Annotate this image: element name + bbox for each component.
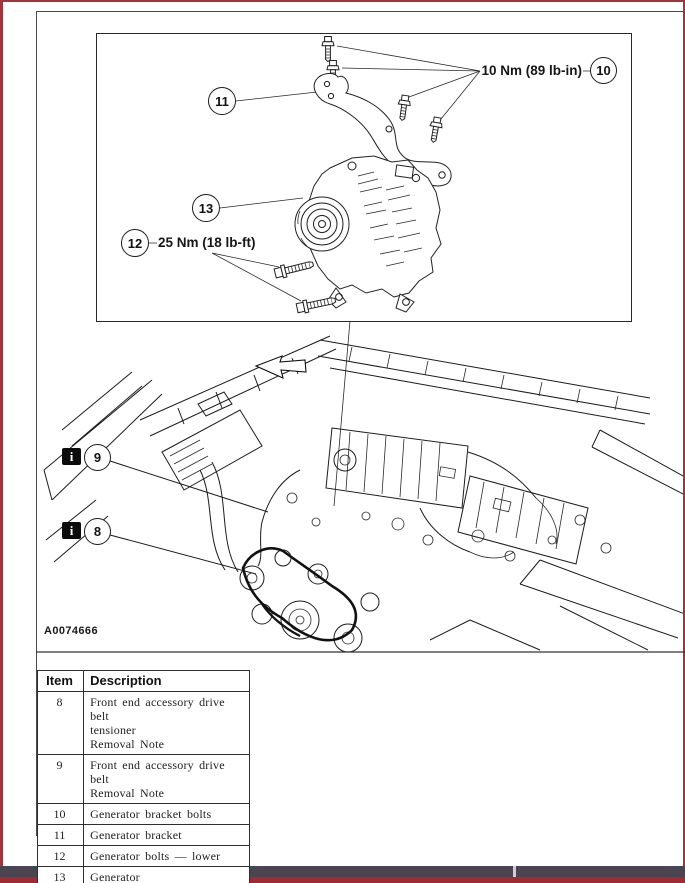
description-line: Removal Note [90,786,165,800]
item-description [84,825,250,846]
table-header-row [38,671,250,692]
table-row [38,825,250,846]
item-description [84,867,250,883]
info-icon: i [62,448,81,465]
callout-9-drive-belt: 9 [84,444,111,471]
table-row [38,867,250,883]
torque-label-upper: 10 Nm (89 lb-in) [481,63,582,78]
item-number: 13 [38,867,84,883]
engine-bay-illustration [44,336,685,652]
description-line: Removal Note [90,737,165,751]
figure-leader-line [334,321,350,506]
exploded-view-art [149,37,590,315]
description-line: Front end accessory drive belt [90,758,225,786]
table-row [38,846,250,867]
item-description [84,755,250,804]
info-icon: i [62,522,81,539]
item-number: 8 [38,692,84,755]
table-row [38,804,250,825]
figure-id-label: A0074666 [44,625,98,637]
torque-label-lower: 25 Nm (18 lb-ft) [158,235,256,250]
description-line: Generator bolts — lower [90,849,221,863]
column-header-item: Item [38,671,84,692]
description-line: Front end accessory drive belt [90,695,225,723]
table-row [38,755,250,804]
item-number: 12 [38,846,84,867]
item-number: 10 [38,804,84,825]
item-description [84,804,250,825]
item-description [84,692,250,755]
parts-table [37,670,250,883]
callout-10-bracket-bolts: 10 [590,57,617,84]
description-line: Generator bracket bolts [90,807,212,821]
column-header-description: Description [84,671,250,692]
description-line: Generator bracket [90,828,182,842]
item-description [84,846,250,867]
description-line: Generator [90,870,140,883]
callout-12-generator-bolts: 12 [121,229,149,257]
callout-11-generator-bracket: 11 [208,87,236,115]
callout-8-belt-tensioner: 8 [84,518,111,545]
item-number: 11 [38,825,84,846]
callout-13-generator: 13 [192,194,220,222]
table-row [38,692,250,755]
item-number: 9 [38,755,84,804]
description-line: tensioner [90,723,136,737]
